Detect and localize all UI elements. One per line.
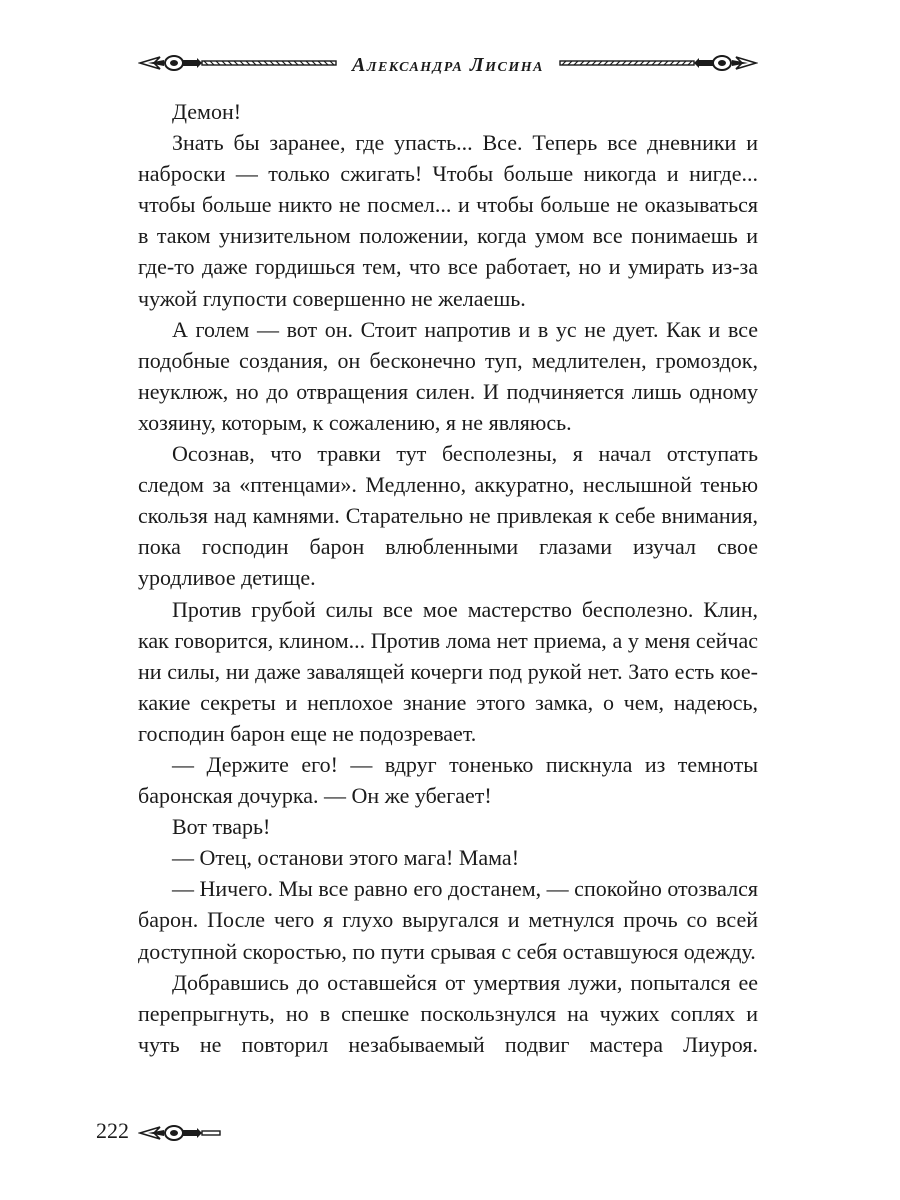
paragraph: А голем — вот он. Стоит напротив и в ус не дует. Как и все подобные создания, он бесконечно туп, медлителен, громоздок, неуклюж, но до отвращения силен. И подчиняется лишь одному хозяину, которым, к сожалению, я не являюсь.: [138, 316, 758, 435]
paragraph: — Держите его! — вдруг тоненько пискнула из темноты баронская дочурка. — Он же убегает!: [138, 751, 758, 809]
paragraph: — Ничего. Мы все равно его достанем, — спокойно отозвался барон. После чего я глухо выругался и метнулся прочь со всей доступной скоростью, по пути срывая с себя оставшуюся одежду.: [138, 876, 758, 964]
page-number: 222: [96, 1118, 129, 1143]
spear-ornament-icon: [138, 1120, 222, 1146]
body-text: [138, 96, 758, 1060]
paragraph: — Отец, останови этого мага! Мама!: [172, 845, 520, 871]
paragraph: Против грубой силы все мое мастерство бесполезно. Клин, как говорится, клином... Против лома нет приема, а у меня сейчас ни силы, ни даже завалящей кочерги под рукой нет. Зато есть кое-какие секреты и неплохое знание этого замка, о чем, надеюсь, господин барон еще не подозревает.: [138, 596, 758, 746]
spear-ornament-icon: [558, 50, 758, 76]
page-footer: [96, 1118, 296, 1148]
paragraph: Знать бы заранее, где упасть... Все. Теперь все дневники и наброски — только сжигать! Чтобы больше никогда и нигде... чтобы больше никто не посмел... и чтобы больше не оказываться в таком унизительном положении, когда умом все понимаешь и где-то даже гордишься тем, что все работает, но и умирать из-за чужой глупости совершенно не желаешь.: [138, 130, 758, 311]
author-name: Александра Лисина: [352, 54, 544, 76]
paragraph: Осознав, что травки тут бесполезны, я начал отступать следом за «птенцами». Медленно, аккуратно, неслышной тенью скользя над камнями. Старательно не привлекая к себе внимания, пока господин барон влюбленными глазами изучал свое уродливое детище.: [138, 441, 758, 591]
paragraph: Демон!: [172, 99, 242, 124]
paragraph: Добравшись до оставшейся от умертвия лужи, попытался ее перепрыгнуть, но в спешке поскользнулся на чужих соплях и чуть не повторил незабываемый подвиг мастера Лиуроя.: [138, 969, 758, 1057]
paragraph: Вот тварь!: [172, 814, 271, 840]
running-header: [138, 46, 758, 86]
